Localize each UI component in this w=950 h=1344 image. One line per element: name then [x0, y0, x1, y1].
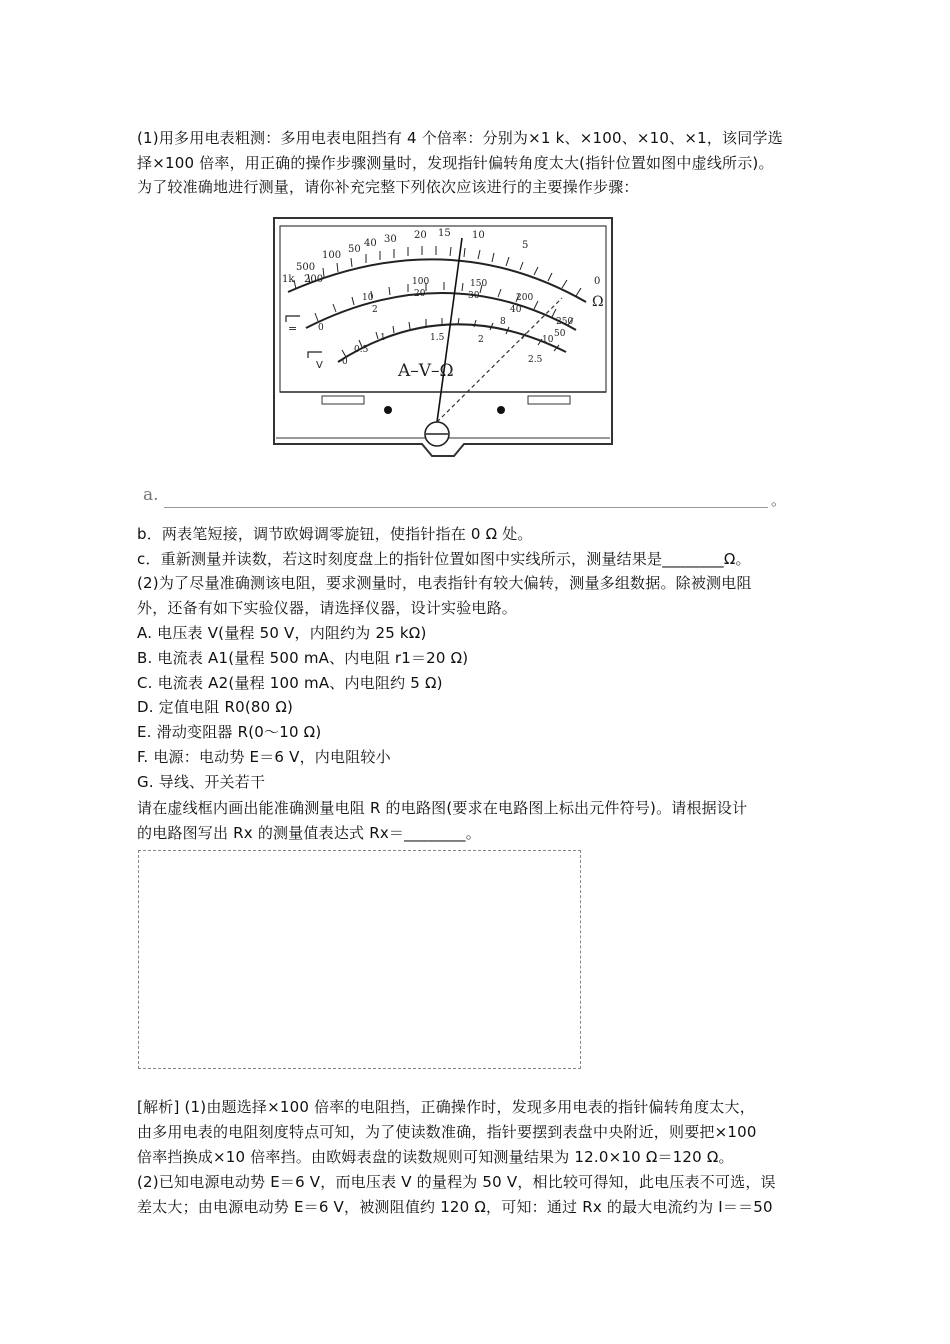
part2-line1: (2)为了尽量准确测该电阻，要求测量时，电表指针有较大偏转，测量多组数据。除被测电阻: [137, 574, 752, 592]
right-dot: [497, 406, 505, 414]
part2-line3: 请在虚线框内画出能准确测量电阻 R 的电路图(要求在电路图上标出元件符号)。请根据设计: [137, 799, 748, 817]
option-item: E. 滑动变阻器 R(0～10 Ω): [137, 723, 322, 741]
ohm-tick-label: 40: [364, 238, 377, 249]
ohm-tick-label: 1k: [282, 274, 295, 285]
part1-line3: 为了较准确地进行测量，请你补充完整下列依次应该进行的主要操作步骤：: [137, 178, 639, 196]
option-item: D. 定值电阻 R0(80 Ω): [137, 698, 294, 716]
ac-symbol: V: [316, 360, 323, 371]
ohm-tick-label: 100: [322, 250, 342, 261]
multimeter-figure: [266, 212, 620, 462]
ohm-symbol: Ω: [592, 294, 604, 310]
low-tick-label: 2.5: [528, 355, 543, 365]
step-a-end: 。: [771, 491, 787, 509]
option-item: C. 电流表 A2(量程 100 mA、内电阻约 5 Ω): [137, 674, 443, 692]
ohm-tick-label: 5: [522, 240, 529, 251]
ohm-tick-label: 0: [594, 276, 601, 287]
mid-tick-label: 50: [554, 329, 566, 339]
low-tick-label: 2: [478, 335, 484, 345]
mid-tick-label: 100: [412, 277, 430, 287]
circuit-drawing-box[interactable]: [138, 850, 581, 1069]
ohm-tick-label: 15: [438, 228, 451, 239]
step-c: c．重新测量并读数，若这时刻度盘上的指针位置如图中实线所示，测量结果是________Ω。: [137, 550, 751, 568]
mid-tick-label: 30: [468, 291, 480, 301]
step-b: b．两表笔短接，调节欧姆调零旋钮，使指针指在 0 Ω 处。: [137, 525, 533, 543]
mid-tick-label: 40: [510, 305, 522, 315]
option-item: F. 电源：电动势 E＝6 V，内电阻较小: [137, 748, 391, 766]
ohm-tick-label: 10: [472, 230, 485, 241]
mid-tick-label: 8: [500, 317, 506, 327]
ohm-tick-label: 30: [384, 234, 397, 245]
mid-tick-label: 250: [556, 317, 574, 327]
mid-tick-label: 20: [414, 289, 426, 299]
part1-line2: 择×100 倍率，用正确的操作步骤测量时，发现指针偏转角度太大(指针位置如图中虚线所示)。: [137, 154, 774, 172]
ohm-tick-label: 200: [304, 274, 324, 285]
part1-line1: (1)用多用电表粗测：多用电表电阻挡有 4 个倍率：分别为×1 k、×100、×10、×1，该同学选: [137, 129, 783, 147]
step-a-label: a.: [143, 485, 159, 505]
analysis-line3: 倍率挡换成×10 倍率挡。由欧姆表盘的读数规则可知测量结果为 12.0×10 Ω＝120 Ω。: [137, 1148, 734, 1166]
mid-tick-label: 10: [542, 335, 554, 345]
mid-tick-label: 10: [362, 293, 374, 303]
step-a-blank[interactable]: [164, 507, 768, 508]
low-tick-label: 1.5: [430, 333, 445, 343]
option-item: A. 电压表 V(量程 50 V，内阻约为 25 kΩ): [137, 624, 427, 642]
low-tick-label: 0: [342, 357, 348, 367]
mid-tick-label: 200: [516, 293, 534, 303]
option-item: B. 电流表 A1(量程 500 mA、内电阻 r1＝20 Ω): [137, 649, 469, 667]
mid-tick-label: 0: [318, 323, 324, 333]
step-a-row: [137, 483, 787, 513]
analysis-line2: 由多用电表的电阻刻度特点可知，为了使读数准确，指针要摆到表盘中央附近，则要把×100: [137, 1123, 757, 1141]
part2-line2: 外，还备有如下实验仪器，请选择仪器，设计实验电路。: [137, 599, 518, 617]
low-tick-label: 1: [380, 333, 386, 343]
low-tick-label: 0.5: [354, 345, 369, 355]
left-slot: [322, 396, 364, 404]
mid-tick-label: 2: [372, 305, 378, 315]
analysis-line1: [解析] (1)由题选择×100 倍率的电阻挡，正确操作时，发现多用电表的指针偏转角度太大，: [137, 1098, 755, 1116]
left-dot: [384, 406, 392, 414]
analysis-line4: (2)已知电源电动势 E＝6 V，而电压表 V 的量程为 50 V，相比较可得知，此电压表不可选，误: [137, 1173, 776, 1191]
analysis-line5: 差太大；由电源电动势 E＝6 V，被测阻值约 120 Ω，可知：通过 Rx 的最大电流约为 I＝＝50: [137, 1198, 773, 1216]
right-slot: [528, 396, 570, 404]
part2-line4: 的电路图写出 Rx 的测量值表达式 Rx＝________。: [137, 824, 481, 842]
meter-label: A–V–Ω: [398, 361, 454, 381]
ohm-tick-label: 50: [348, 244, 361, 255]
ohm-tick-label: 20: [414, 230, 427, 241]
ohm-tick-label: 500: [296, 262, 316, 273]
option-item: G. 导线、开关若干: [137, 773, 266, 791]
dc-symbol: =: [288, 322, 298, 335]
mid-tick-label: 150: [470, 279, 488, 289]
